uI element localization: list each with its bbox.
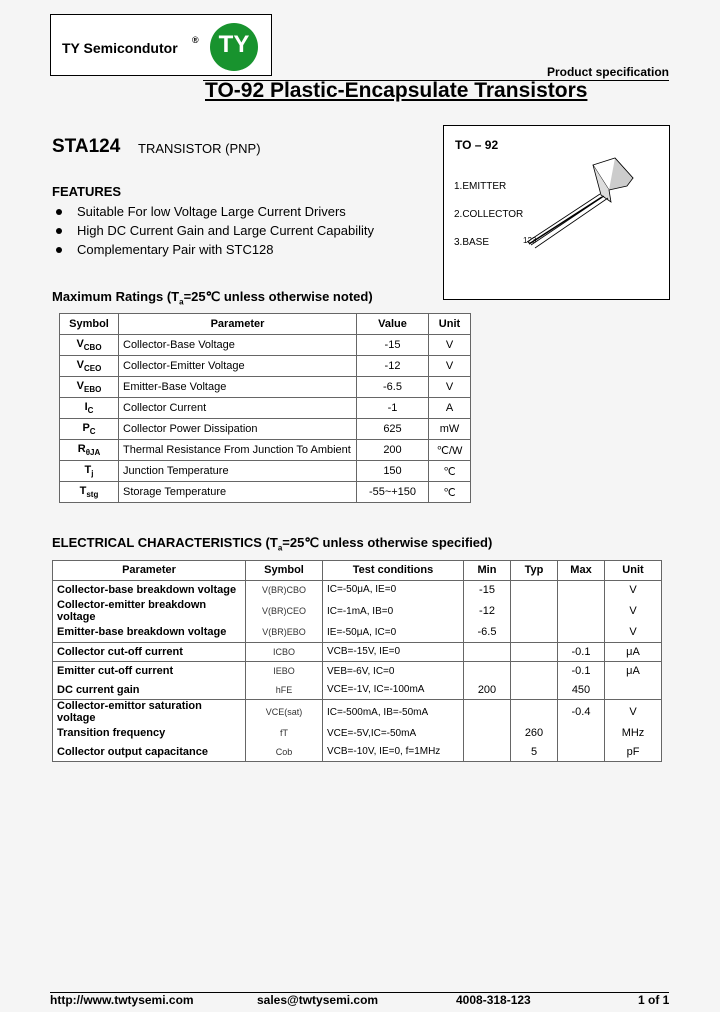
footer-phone: 4008-318-123 [456, 993, 531, 1007]
registered-mark: ® [192, 35, 199, 45]
feature-item: High DC Current Gain and Large Current Capability [56, 223, 374, 238]
table-row: Collector-base breakdown voltage V(BR)CBO IC=-50μA, IE=0 -15 V [53, 580, 662, 599]
table-row: Collector output capacitance Cob VCB=-10V, IE=0, f=1MHz 5 pF [53, 743, 662, 762]
header-cell: Symbol [246, 561, 323, 581]
bullet-icon [56, 247, 62, 253]
logo-mark: TY [218, 31, 250, 58]
table-row: $T_{stg}$ Storage Temperature -55~+150 ℃ [60, 482, 471, 503]
company-name: TY Semicondutor [62, 40, 178, 56]
feature-item: Suitable For low Voltage Large Current Drivers [56, 204, 346, 219]
table-row: DC current gain hFE VCE=-1V, IC=-100mA 200 450 [53, 681, 662, 700]
table-row: Collector-emittor saturation voltage VCE(sat) IC=-500mA, IB=-50mA -0.4 V [53, 700, 662, 725]
pin-2-label: 2.COLLECTOR [454, 209, 524, 220]
features-heading: FEATURES [52, 184, 122, 199]
table-row: $R_{\theta JA}$ Thermal Resistance From Junction To Ambient 200 ℃/W [60, 440, 471, 461]
table-row: $V_{CEO}$ Collector-Emitter Voltage -12 V [60, 356, 471, 377]
maximum-ratings-table [59, 313, 471, 503]
footer-email-link[interactable]: sales@twtysemi.com [257, 993, 379, 1007]
pin-number-labels: 123 [523, 236, 537, 245]
part-type: TRANSISTOR (PNP) [138, 141, 261, 156]
table-header-row [53, 561, 662, 581]
header-cell: Unit [605, 561, 662, 581]
header-cell: Parameter [53, 561, 246, 581]
table-row: $P_C$ Collector Power Dissipation 625 mW [60, 419, 471, 440]
footer-page-number: 1 of 1 [638, 993, 670, 1007]
table-row: $T_j$ Junction Temperature 150 ℃ [60, 461, 471, 482]
product-specification-label: Product specification [546, 65, 669, 79]
pin-1-label: 1.EMITTER [454, 181, 507, 192]
to92-package-drawing [515, 150, 635, 255]
feature-item: Complementary Pair with STC128 [56, 242, 274, 257]
package-title: TO – 92 [455, 138, 499, 152]
pin-3-label: 3.BASE [454, 237, 490, 248]
table-row: Collector cut-off current ICBO VCB=-15V, IE=0 -0.1 μA [53, 642, 662, 662]
table-row: $I_C$ Collector Current -1 A [60, 398, 471, 419]
footer-website-link[interactable]: http://www.twtysemi.com [50, 993, 194, 1007]
header-cell: Value [357, 314, 429, 335]
document-title: TO-92 Plastic-Encapsulate Transistors [205, 79, 588, 102]
bullet-icon [56, 228, 62, 234]
table-row: Transition frequency fT VCE=-5V,IC=-50mA 260 MHz [53, 724, 662, 743]
table-header-row [60, 314, 471, 335]
header-cell: Symbol [60, 314, 119, 335]
maximum-ratings-heading: Maximum Ratings ($T_a=25℃$ unless otherwise noted) [52, 289, 373, 307]
bullet-icon [56, 209, 62, 215]
table-row: Emitter cut-off current IEBO VEB=-6V, IC=0 -0.1 μA [53, 662, 662, 681]
table-row: Emitter-base breakdown voltage V(BR)EBO IE=-50μA, IC=0 -6.5 V [53, 623, 662, 642]
table-row: $V_{CBO}$ Collector-Base Voltage -15 V [60, 335, 471, 356]
part-number: STA124 [52, 136, 121, 157]
electrical-characteristics-heading: ELECTRICAL CHARACTERISTICS ($T_a=25℃$ unless otherwise specified) [52, 535, 493, 553]
header-cell: Test conditions [323, 561, 464, 581]
header-cell: Min [464, 561, 511, 581]
header-cell: Parameter [119, 314, 357, 335]
electrical-characteristics-table [52, 560, 662, 762]
table-row: Collector-emitter breakdown voltage V(BR)CEO IC=-1mA, IB=0 -12 V [53, 599, 662, 623]
header-cell: Max [558, 561, 605, 581]
table-row: $V_{EBO}$ Emitter-Base Voltage -6.5 V [60, 377, 471, 398]
header-cell: Unit [429, 314, 471, 335]
header-cell: Typ [511, 561, 558, 581]
